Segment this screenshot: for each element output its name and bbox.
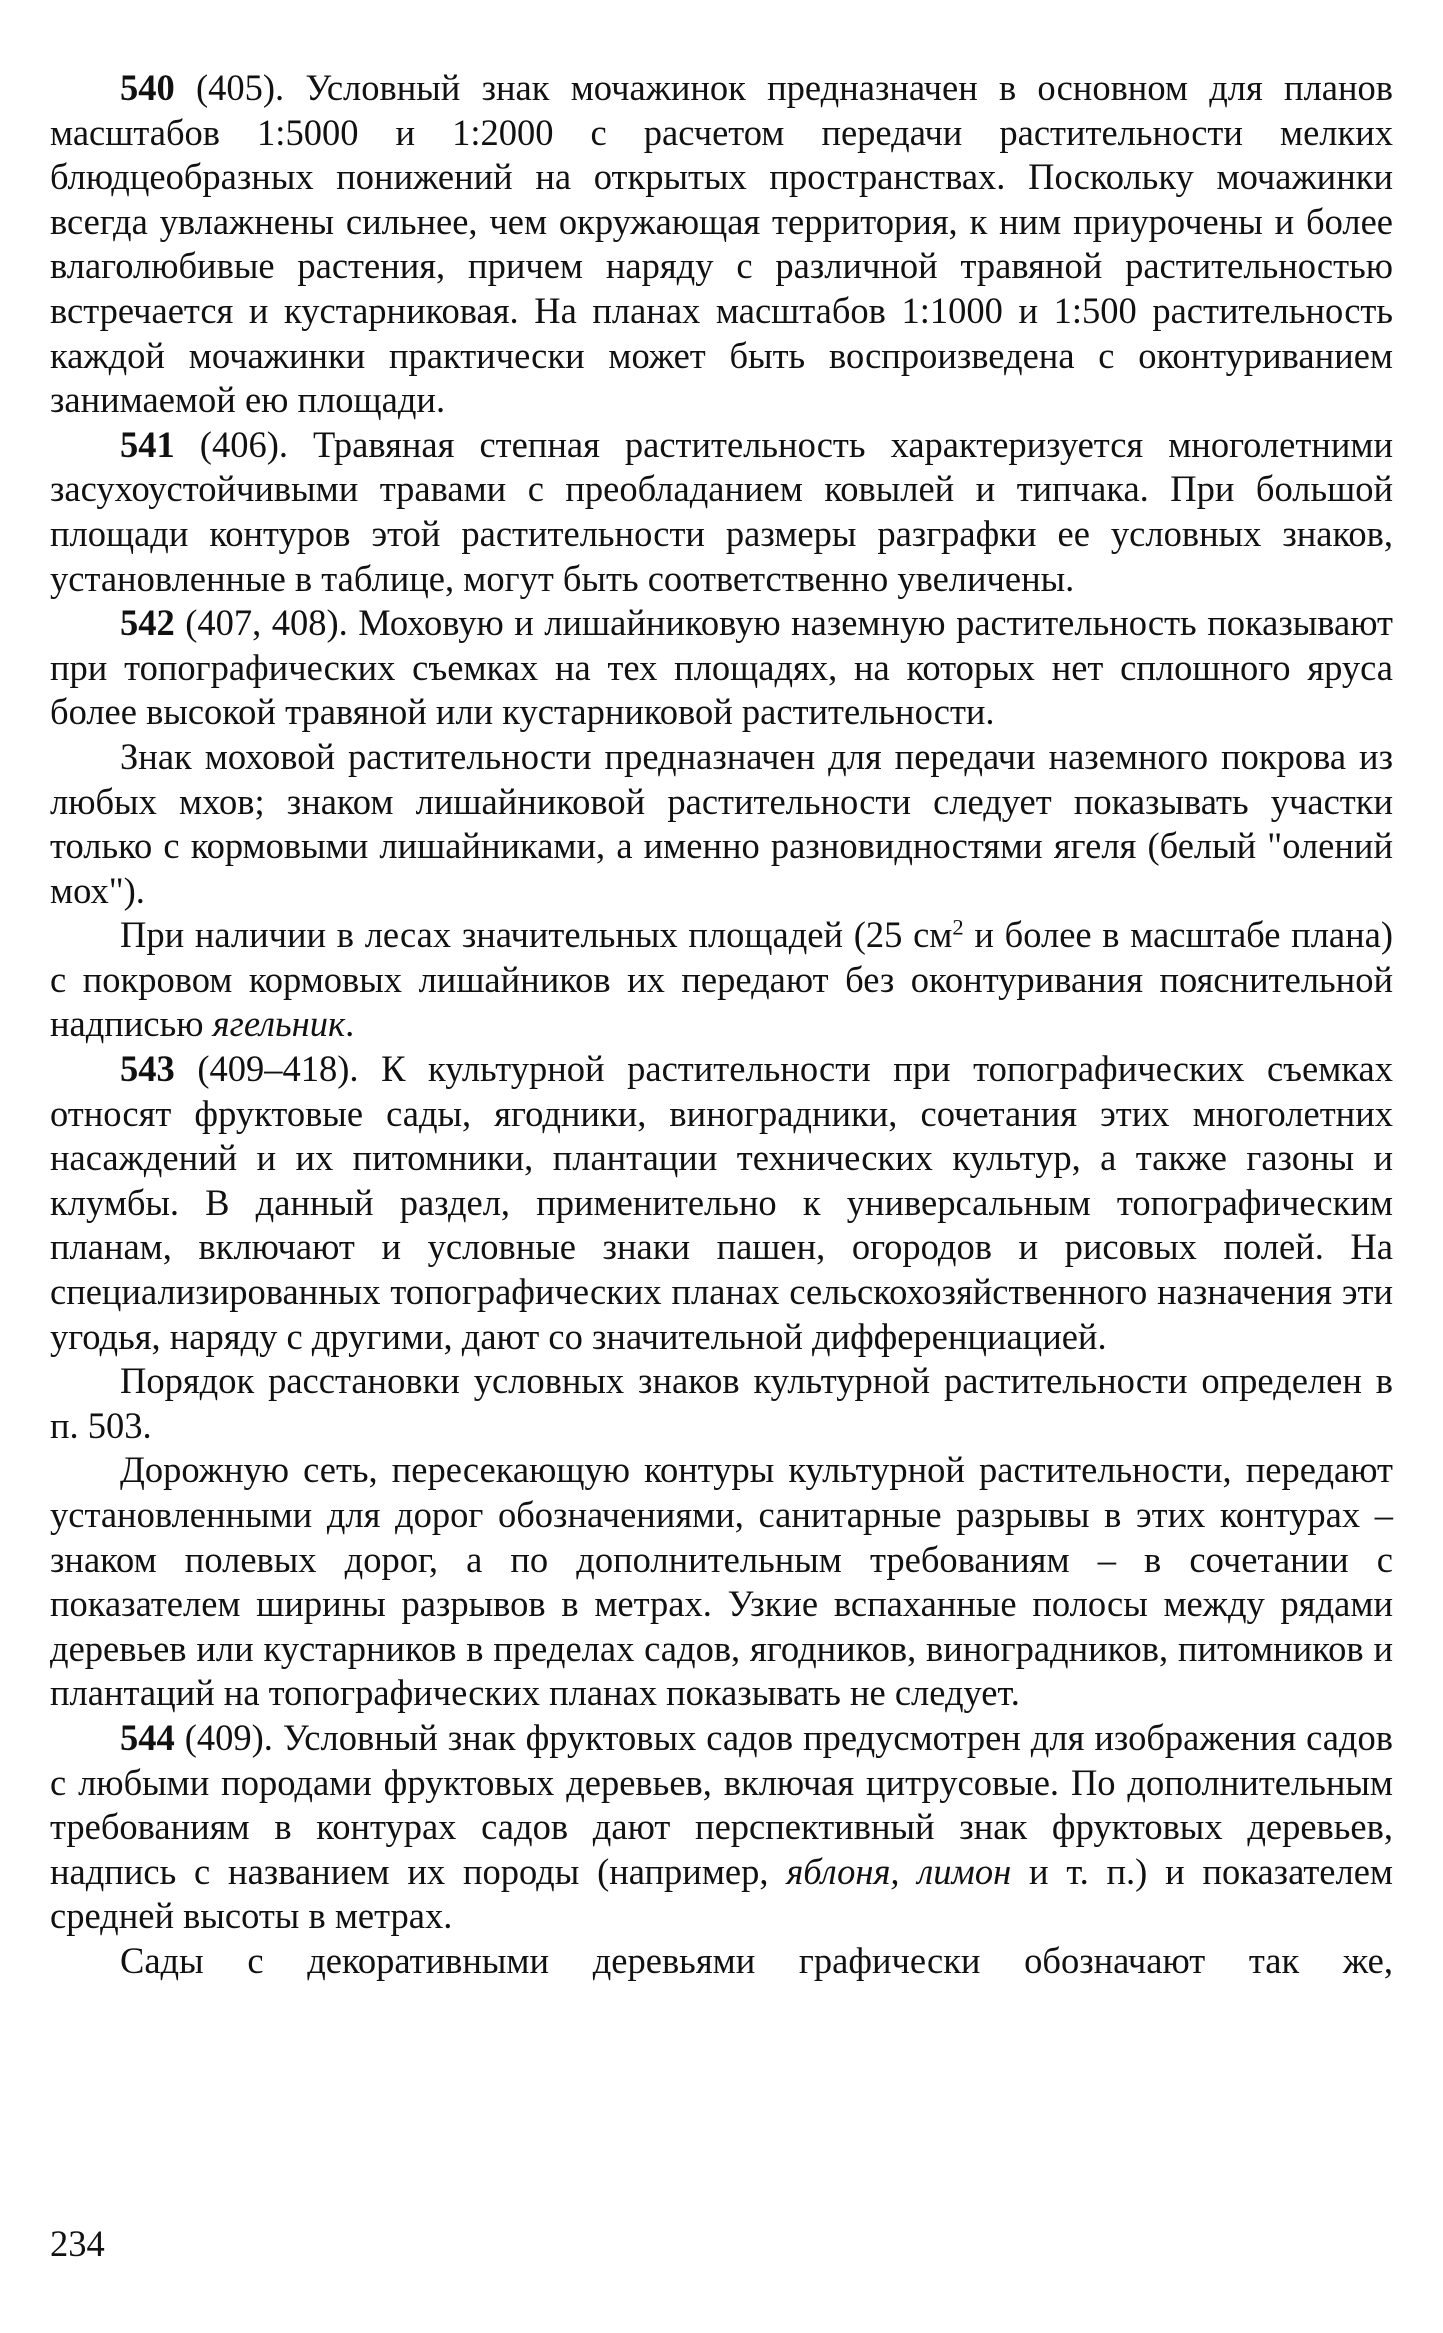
paragraph-543: [50, 1047, 1393, 1359]
paragraph-text: (409–418). К культурной растительности при топографических съемках относят фруктовые сады, ягодники, виноградники, сочетания этих многолетних насаждений и их питомники, плантации технических культур, а также газоны и клумбы. В данный раздел, применительно к универсальным топографическим планам, включают и условные знаки пашен, огородов и рисовых полей. На специализированных топографических планах сельскохозяйственного назначения эти угодья, наряду с другими, дают со значительной дифференциацией.: [50, 1048, 1393, 1357]
paragraph-text: и более в масштабе плана) с покровом кормовых лишайников их передают без оконтуривания пояснительной надписью: [50, 914, 1393, 1045]
paragraph-lichen-forest: [50, 913, 1393, 1047]
paragraph-decorative-gardens: [50, 1939, 1393, 1984]
paragraph-text: Знак моховой растительности предназначен для передачи наземного покрова из любых мхов; знаком лишайниковой растительности следует показывать участки только с кормовыми лишайниками, а именно разновидностями ягеля (белый "олений мох").: [50, 735, 1393, 911]
paragraph-order: [50, 1359, 1393, 1448]
paragraph-road-network: [50, 1448, 1393, 1716]
paragraph-text: Дорожную сеть, пересекающую контуры культурной растительности, передают установленными для дорог обозначениями, санитарные разрывы в этих контурах – знаком полевых дорог, а по дополнительным требованиям – в сочетании с показателем ширины разрывов в метрах. Узкие вспаханные полосы между рядами деревьев или кустарников в пределах садов, ягодников, виноградников, питомников и плантаций на топографических планах показывать не следует.: [50, 1449, 1393, 1714]
paragraph-number: 541: [120, 423, 175, 465]
paragraph-text: и т. п.) и показателем средней высоты в метрах.: [50, 1850, 1393, 1937]
paragraph-text: (409). Условный знак фруктовых садов предусмотрен для изображения садов с любыми породами фруктовых деревьев, включая цитрусовые. По дополнительным требованиям в контурах садов дают перспективный знак фруктовых деревьев, надпись с названием их породы (например,: [50, 1716, 1393, 1892]
paragraph-number: 540: [120, 67, 175, 108]
paragraph-text: .: [345, 1003, 355, 1045]
paragraph-moss-sign: [50, 735, 1393, 913]
paragraph-541: [50, 423, 1393, 601]
paragraph-text: При наличии в лесах значительных площадей (25 см: [120, 914, 953, 956]
superscript: 2: [952, 914, 964, 940]
paragraph-number: 543: [120, 1048, 175, 1090]
paragraph-text: Порядок расстановки условных знаков культурной растительности определен в п. 503.: [50, 1360, 1393, 1446]
paragraph-number: 544: [120, 1716, 175, 1758]
paragraph-542: [50, 601, 1393, 735]
paragraph-text: (405). Условный знак мочажинок предназначен в основном для планов масштабов 1:5000 и 1:2000 с расчетом передачи растительности мелких блюдцеобразных понижений на открытых пространствах. Поскольку мочажинки всегда увлажнены сильнее, чем окружающая территория, к ним приурочены и более влаголюбивые растения, причем наряду с различной травяной растительностью встречается и кустарниковая. На планах масштабов 1:1000 и 1:500 растительность каждой мочажинки практически может быть воспроизведена с оконтуриванием занимаемой ею площади.: [50, 67, 1393, 421]
paragraph-544: [50, 1716, 1393, 1939]
page-number: 234: [50, 2223, 105, 2264]
paragraph-540: [50, 66, 1393, 423]
paragraph-text: (407, 408). Моховую и лишайниковую наземную растительность показывают при топографических съемках на тех площадях, на которых нет сплошного яруса более высокой травяной или кустарниковой растительности.: [50, 602, 1393, 733]
paragraph-number: 542: [120, 602, 175, 644]
page-body: [50, 66, 1393, 1984]
italic-term: ягельник: [212, 1003, 346, 1045]
paragraph-text: (406). Травяная степная растительность характеризуется многолетними засухоустойчивыми травами с преобладанием ковылей и типчака. При большой площади контуров этой растительности размеры разграфки ее условных знаков, установленные в таблице, могут быть соответственно увеличены.: [50, 423, 1393, 599]
italic-term: яблоня, лимон: [786, 1850, 1012, 1892]
paragraph-text: Сады с декоративными деревьями графически обозначают так же,: [120, 1939, 1393, 1981]
